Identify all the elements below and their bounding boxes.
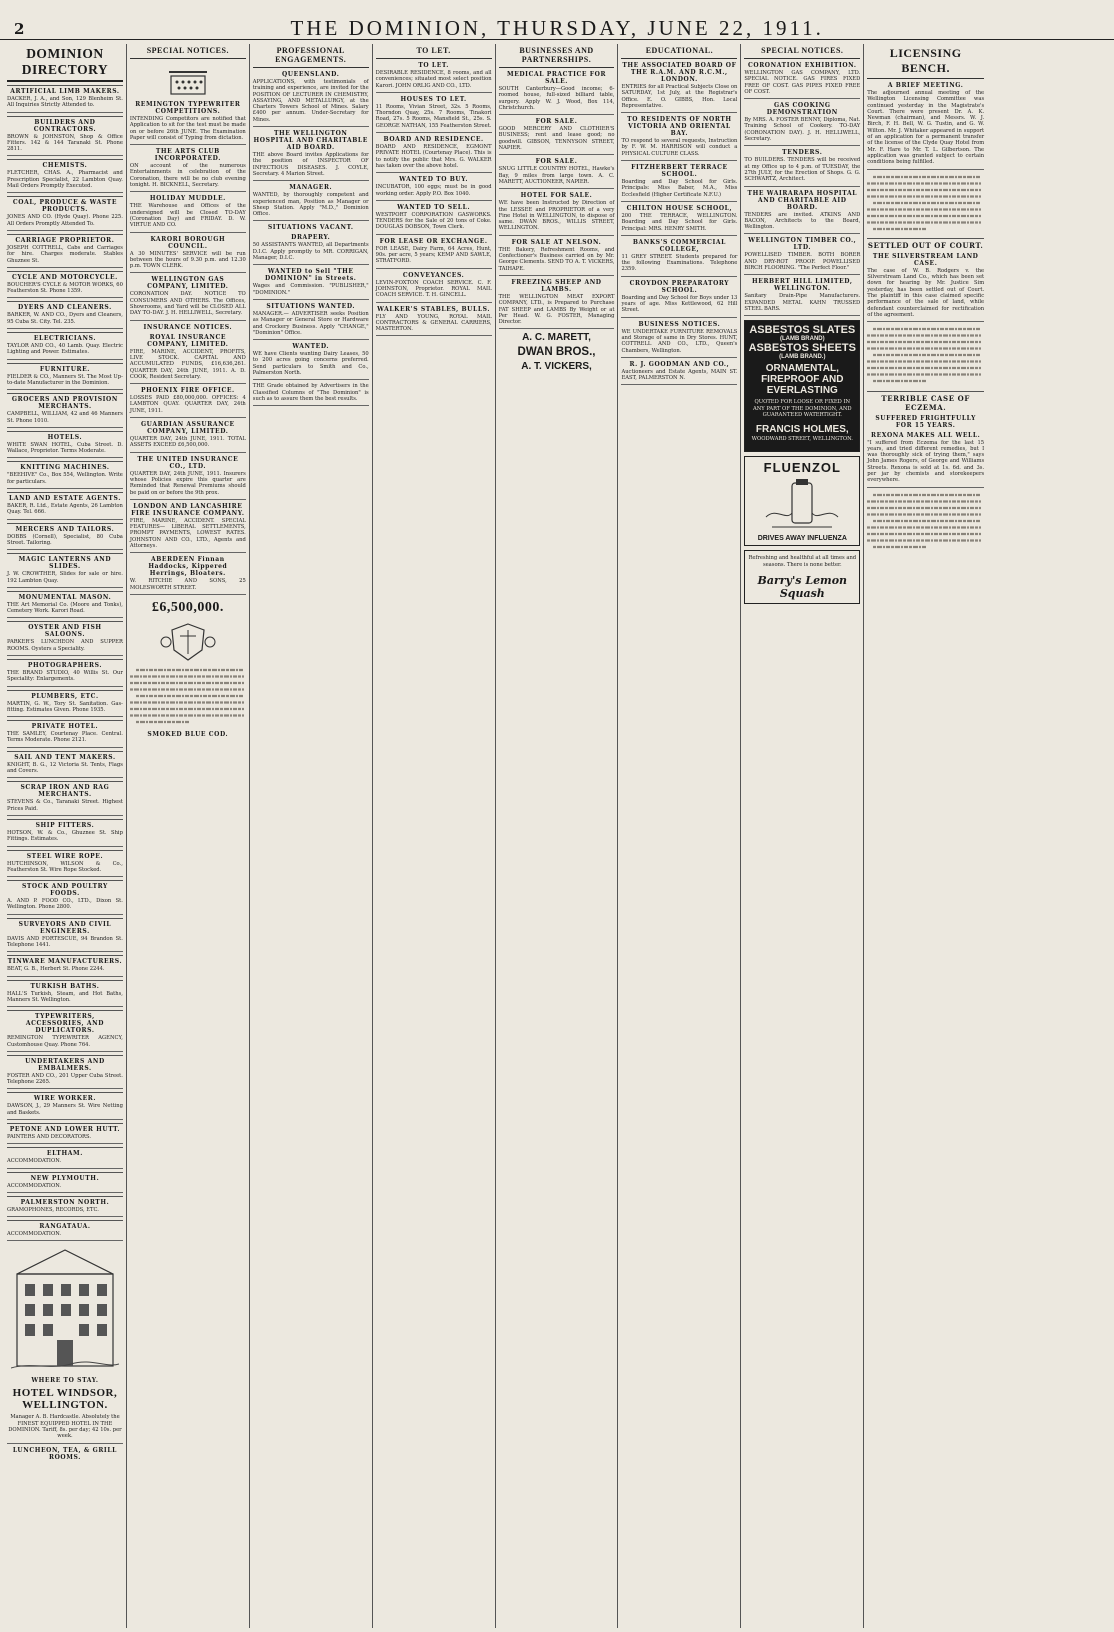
- smoked-footer: SMOKED BLUE COD.: [147, 731, 229, 739]
- item-text: DOBBS (Cornell), Specialist, 80 Cuba Street. Tailoring.: [7, 534, 123, 551]
- item-heading: SITUATIONS WANTED.: [266, 302, 356, 310]
- marett-name: A. C. MARETT,: [522, 332, 591, 344]
- item-heading: CHEMISTS.: [7, 159, 123, 169]
- asbestos-slates-title: ASBESTOS SLATES: [749, 324, 856, 337]
- typewriter-icon: [165, 62, 211, 98]
- column-special-notices-2: [741, 44, 864, 1628]
- item-heading: KNITTING MACHINES.: [7, 461, 123, 471]
- item-heading: ELECTRICIANS.: [7, 332, 123, 342]
- item-text: ENTRIES for all Practical Subjects Close on SATURDAY, 1st July, at the Registrar's Office. E. O. GIBBS, Hon. Local Representative.: [621, 84, 737, 113]
- item-text: Wages and Commission. "PUBLISHER," "DOMINION.": [253, 283, 369, 300]
- item-text: FIRE, MARINE, ACCIDENT, PROFITS, LIVE STOCK. CAPITAL AND ACCUMULATED FUNDS, £16,636,261. QUARTER DAY, 24th JUNE, 1911. A. D. COOK, Resident Secretary.: [130, 349, 246, 384]
- item-heading: INSURANCE NOTICES.: [143, 323, 233, 331]
- item-text: WELLINGTON GAS COMPANY, LTD. SPECIAL NOTICE. GAS FIRES FIXED FREE OF COST. GAS PIPES FIXED FREE OF COST.: [744, 70, 860, 99]
- column-to-let: [373, 44, 496, 1628]
- item-text: ACCOMMODATION.: [7, 1231, 123, 1241]
- item-heading: TINWARE MANUFACTURERS.: [7, 955, 123, 965]
- item-heading: R. J. GOODMAN AND CO.,: [629, 360, 730, 368]
- column-head: SPECIAL NOTICES.: [744, 44, 860, 59]
- item-text: GOOD MERCERY AND CLOTHIER'S BUSINESS; rent and lease good; no goodwill. GIBSON, TENNYSON STREET, NAPIER.: [499, 126, 615, 155]
- item-text: QUARTER DAY, 24th JUNE, 1911. Insurers whose Policies expire this quarter are Reminded that Renewal Premiums should be paid on or before the 9th prox.: [130, 471, 246, 500]
- item-text: MANAGER.— ADVERTISER seeks Position as Manager or General Store or Hardware and Crockery Business. Apply "CHANGE," "Dominion" Office.: [253, 311, 369, 340]
- filler-text: [867, 325, 984, 387]
- directory-banner: DOMINION DIRECTORY: [7, 44, 123, 82]
- page-number: 2: [14, 19, 25, 38]
- item-text: POWELLISED TIMBER. BOTH BORER AND DRY-ROT PROOF. POWELLISED BIRCH FLOORING. "The Perfect Floor.": [744, 252, 860, 275]
- item-text: SOUTH Canterbury—Good income; 6-roomed house, full-sized billiard table, surgery. Apply W. J. Wood, Box 114, Christchurch.: [499, 86, 615, 115]
- item-heading: PHOTOGRAPHERS.: [7, 659, 123, 669]
- suffered-sub: SUFFERED FRIGHTFULLY FOR 15 YEARS.: [875, 414, 976, 429]
- item-heading: HERBERT HILL LIMITED, WELLINGTON.: [752, 278, 853, 293]
- asbestos-address: WOODWARD STREET, WELLINGTON.: [751, 436, 853, 443]
- vickers-name: A. T. VICKERS,: [521, 361, 592, 373]
- item-heading: MAGIC LANTERNS AND SLIDES.: [7, 553, 123, 570]
- item-heading: HOTEL FOR SALE.: [520, 192, 593, 200]
- item-text: FLETCHER, CHAS. A., Pharmacist and Prescription Specialist, 22 Lambton Quay. Mail Orders Promptly Executed.: [7, 170, 123, 193]
- item-text: BROWN & JOHNSTON, Shop & Office Fitters. 142 & 144 Taranaki St. Phone 2811.: [7, 134, 123, 157]
- item-text: Boarding and Day School for Boys under 13 years of age. Miss Kettlewood, 62 Hill Street.: [621, 295, 737, 318]
- item-text: THE Warehouse and Offices of the undersigned will be Closed TO-DAY (Coronation Day) and FRIDAY. D. W. VIRTUE AND CO.: [130, 203, 246, 232]
- item-heading: ELTHAM.: [7, 1147, 123, 1157]
- big-amount: £6,500,000.: [151, 599, 224, 615]
- lemon-squash-advert: [744, 550, 860, 604]
- item-text: JONES AND CO. (Hyde Quay). Phone 225. All Orders Promptly Attended To.: [7, 214, 123, 231]
- item-text: DAVIS AND FORTESCUE, 94 Brandon St. Telephone 1441.: [7, 936, 123, 953]
- asbestos-sheets-title: ASBESTOS SHEETS: [748, 342, 856, 355]
- item-text: ACCOMMODATION.: [7, 1158, 123, 1168]
- item-text: By MRS. A. FOSTER BENNY, Diploma, Nat. Training School of Cookery. TO-DAY (CORONATION DAY). J. H. HELLIWELL, Secretary.: [744, 117, 860, 146]
- item-heading: WANTED to Sell "THE DOMINION" in Streets.: [264, 268, 357, 283]
- filler-text: [867, 173, 984, 235]
- item-heading: DYERS AND CLEANERS.: [7, 301, 123, 311]
- item-heading: GAS COOKING DEMONSTRATION: [766, 102, 838, 117]
- item-text: FIRE, MARINE, ACCIDENT. SPECIAL FEATURES— LIBERAL SETTLEMENTS, PROMPT PAYMENTS, LOWEST RATES. JOHNSTON AND CO., LTD., Agents and Attorneys.: [130, 518, 246, 553]
- item-heading: MEDICAL PRACTICE FOR SALE.: [506, 71, 607, 85]
- item-heading: MERCERS AND TAILORS.: [7, 523, 123, 533]
- item-text: DAWSON, J., 29 Manners St. Wire Netting and Baskets.: [7, 1103, 123, 1120]
- item-heading: CROYDON PREPARATORY SCHOOL.: [629, 279, 730, 294]
- item-text: HOTSON, W. & Co., Ghuznee St. Ship Fittings. Estimates.: [7, 830, 123, 847]
- item-heading: NEW PLYMOUTH.: [7, 1172, 123, 1182]
- item-heading: TYPEWRITERS, ACCESSORIES, AND DUPLICATORS.: [7, 1010, 123, 1034]
- item-text: "BEEHIVE" Co., Box 554, Wellington. Write for particulars.: [7, 472, 123, 489]
- item-text: REMINGTON TYPEWRITER AGENCY, Customhouse Quay. Phone 764.: [7, 1035, 123, 1052]
- text-texture: [867, 173, 981, 233]
- item-text: A 30 MINUTES' SERVICE will be run between the hours of 9.30 p.m. and 12.30 p.m. TOWN CLERK.: [130, 251, 246, 274]
- item-heading: SAIL AND TENT MAKERS.: [7, 751, 123, 761]
- item-heading: PALMERSTON NORTH.: [7, 1196, 123, 1206]
- column-head: PROFESSIONAL ENGAGEMENTS.: [253, 44, 369, 68]
- item-heading: MANAGER.: [289, 184, 333, 192]
- item-text: FIELDER & CO., Manners St. The Most Up-to-date Manufacturer in the Dominion.: [7, 374, 123, 391]
- dwan-bros-name: DWAN BROS.,: [517, 346, 596, 359]
- item-text: TENDERS are invited. ATKINS AND BACON, Architects to the Board, Wellington.: [744, 212, 860, 235]
- item-text: W. RITCHIE AND SONS, 25 MOLESWORTH STREET.: [130, 578, 246, 595]
- item-text: WHITE SWAN HOTEL, Cuba Street. D. Wallace, Proprietor. Terms Moderate.: [7, 442, 123, 459]
- filler-text: [867, 491, 984, 553]
- item-text: J. W. CROWTHER, Slides for sale or hire. 192 Lambton Quay.: [7, 571, 123, 588]
- item-heading: CHILTON HOUSE SCHOOL,: [626, 204, 733, 212]
- columns: [4, 44, 1110, 1628]
- item-text: WANTED, by thoroughly competent and experienced man, Position as Manager or Sheep Station. Apply "M.D.," Dominion Office.: [253, 192, 369, 221]
- hotel-building-illustration: [11, 1244, 119, 1374]
- fluenzol-tagline: DRIVES AWAY INFLUENZA: [757, 535, 847, 543]
- item-text: 11 GREY STREET. Students prepared for the following Examinations. Telephone 2359.: [621, 254, 737, 277]
- item-text: BOUCHER'S CYCLE & MOTOR WORKS, 60 Featherston St. Phone 1359.: [7, 282, 123, 299]
- asbestos-holmes: FRANCIS HOLMES,: [755, 424, 849, 436]
- item-heading: CONVEYANCES.: [402, 271, 465, 279]
- item-heading: ABERDEEN Finnan Haddocks, Kippered Herrings, Bloaters.: [148, 556, 228, 578]
- column-professional: [250, 44, 373, 1628]
- filler-text: [130, 666, 246, 728]
- item-text: WE have Clients wanting Dairy Leases, 50 to 200 acres going concerns preferred. Send particulars to Smith and Co., Palmerston North.: [253, 351, 369, 380]
- settled-story: The case of W. B. Rodgers v. the Silverstream Land Co., which has been set down for hearing by Mr. Justice Sim yesterday, has been settled out of Court. The plaintiff in this case claimed specific performance of the sale of land, while defendant counterclaimed for rectification of the agreement.: [867, 268, 984, 322]
- lemon-squash-title: Barry's Lemon Squash: [757, 574, 848, 601]
- item-text: HALL'S Turkish, Steam, and Hot Baths, Manners St. Wellington.: [7, 991, 123, 1008]
- item-heading: THE WAIRARAPA HOSPITAL AND CHARITABLE AID BOARD.: [747, 189, 858, 211]
- item-text: THE WELLINGTON MEAT EXPORT COMPANY, LTD., is Prepared to Purchase FAT SHEEP and LAMBS By Weight or at Per Head. W. G. FOSTER, Managing Director.: [499, 294, 615, 329]
- item-heading: TURKISH BATHS.: [7, 980, 123, 990]
- item-text: CORONATION DAY. NOTICE TO CONSUMERS AND OTHERS. The Offices, Showrooms, and Yard will be CLOSED ALL DAY TO-DAY. J. H. HELLIWELL, Secretary.: [130, 291, 246, 320]
- column-head: EDUCATIONAL.: [621, 44, 737, 59]
- fluenzol-title: FLUENZOL: [763, 460, 841, 476]
- notices-list: [130, 101, 246, 595]
- text-texture: [867, 491, 981, 551]
- item-text: HUTCHINSON, WILSON & Co., Featherston St. Wire Rope Stocked.: [7, 861, 123, 878]
- item-heading: WANTED TO BUY.: [399, 176, 469, 184]
- hotel-name: HOTEL WINDSOR, WELLINGTON.: [12, 1387, 118, 1412]
- newspaper-title: THE DOMINION, THURSDAY, JUNE 22, 1911.: [290, 16, 824, 40]
- item-text: A. AND P. FOOD CO., LTD., Dixon St. Wellington. Phone 2800.: [7, 898, 123, 915]
- item-heading: THE UNITED INSURANCE CO., LTD.: [137, 455, 239, 470]
- item-text: APPLICATIONS, with testimonials of training and experience, are invited for the POSITION OF LECTURER IN CHEMISTRY, ASSAYING, AND METALLURGY, at the Charters Towers School of Mines. Salary £400 per annum. Under-Secretary for Mines.: [253, 79, 369, 127]
- column-head: BUSINESSES AND PARTNERSHIPS.: [499, 44, 615, 68]
- item-heading: ARTIFICIAL LIMB MAKERS.: [7, 85, 123, 95]
- item-text: INCUBATOR, 100 eggs; must be in good working order. Apply P.O. Box 1040.: [376, 184, 492, 201]
- item-text: LEVIN-FOXTON COACH SERVICE. C. F. JOHNSTON, Proprietor. ROYAL MAIL COACH SERVICE. T. H. GINCELL.: [376, 280, 492, 303]
- item-text: QUARTER DAY, 24th JUNE, 1911. TOTAL ASSETS EXCEED £6,500,000.: [130, 436, 246, 453]
- brief-meeting-sub: A BRIEF MEETING.: [887, 82, 964, 89]
- asbestos-quoted: QUOTED FOR LOOSE OR FIXED IN ANY PART OF THE DOMINION, AND GUARANTEED WATERTIGHT.: [753, 399, 852, 418]
- item-heading: HOUSES TO LET.: [400, 95, 467, 103]
- item-heading: WELLINGTON GAS COMPANY, LIMITED.: [147, 276, 229, 291]
- column-head: SPECIAL NOTICES.: [130, 44, 246, 59]
- item-text: ON account of the numerous Entertainments in celebration of the Coronation, there will be no club evening tonight. H. BICKNELL, Secretary.: [130, 163, 246, 192]
- hotel-text: Manager A. B. Hardcastle. Absolutely the FINEST EQUIPPED HOTEL IN THE DOMINION. Tariff, 8s. per day; 42 10s. per week.: [7, 1414, 123, 1443]
- item-text: PAINTERS AND DECORATORS.: [7, 1134, 123, 1144]
- column-head: TO LET.: [376, 44, 492, 59]
- item-heading: STEEL WIRE ROPE.: [7, 850, 123, 860]
- business-list: [499, 71, 615, 329]
- fluenzol-advert: [744, 456, 860, 546]
- item-heading: WELLINGTON TIMBER CO., LTD.: [748, 237, 857, 252]
- item-text: BEAT, G. B., Herbert St. Phone 2244.: [7, 966, 123, 976]
- item-text: SNUG LITTLE COUNTRY HOTEL, Hawke's Bay, 9 miles from large town. A. C. MARETT, AUCTIONEER, NAPIER.: [499, 166, 615, 189]
- column-licensing-bench: [864, 44, 987, 1628]
- engagements-list: [253, 71, 369, 380]
- item-text: LOSSES PAID £80,000,000. OFFICES: 4 LAMBTON QUAY. QUARTER DAY, 24th JUNE, 1911.: [130, 395, 246, 418]
- item-text: FLY AND YOUNG, ROYAL MAIL CONTRACTORS & GENERAL CARRIERS, MASTERTON.: [376, 314, 492, 337]
- item-heading: CARRIAGE PROPRIETOR.: [7, 234, 123, 244]
- silverstream-sub: THE SILVERSTREAM LAND CASE.: [872, 252, 979, 267]
- item-heading: FOR SALE.: [535, 118, 578, 126]
- item-text: WE have been Instructed by Direction of the LESSEE and PROPRIETOR of a very Fine Hotel in WELLINGTON, to dispose of same. DWAN BROS., WILLIS STREET, WELLINGTON.: [499, 200, 615, 235]
- fluenzol-illustration: [762, 477, 842, 533]
- item-text: 50 ASSISTANTS WANTED, all Departments D.I.C. Apply promptly to MR. CORRIGAN, Manager, D.I.C.: [253, 242, 369, 265]
- item-text: Boarding and Day School for Girls. Principals: Miss Baber, M.A., Miss Ecclesfield (Higher Certificate N.F.U.): [621, 179, 737, 202]
- item-heading: THE ASSOCIATED BOARD OF THE R.A.M. AND R.C.M., LONDON.: [622, 62, 737, 83]
- item-heading: LAND AND ESTATE AGENTS.: [7, 492, 123, 502]
- lemon-squash-sub: Refreshing and healthful at all times and seasons. There is none better.: [748, 555, 857, 568]
- item-heading: GUARDIAN ASSURANCE COMPANY, LIMITED.: [140, 421, 235, 436]
- asbestos-brand-1: (LAMB BRAND): [779, 336, 825, 343]
- item-heading: THE ARTS CLUB INCORPORATED.: [154, 148, 221, 163]
- item-text: 11 Rooms, Vivian Street, 32s. 5 Rooms, Thorndon Quay, 25s. 7 Rooms, Tinakori Road, 27s. 5 Rooms, Mansfield St., 25s. S. GEORGE NATHAN, 155 Featherston Street.: [376, 104, 492, 133]
- column-educational: [618, 44, 741, 1628]
- item-heading: KARORI BOROUGH COUNCIL.: [150, 235, 226, 250]
- item-text: PARKER'S LUNCHEON AND SUPPER ROOMS. Oysters a Speciality.: [7, 639, 123, 656]
- hotel-footer: LUNCHEON, TEA, & GRILL ROOMS.: [12, 1446, 117, 1461]
- item-heading: BUILDERS AND CONTRACTORS.: [7, 116, 123, 133]
- item-heading: PETONE AND LOWER HUTT.: [7, 1123, 123, 1133]
- item-text: THE above Board invites Applications for the position of INSPECTOR OF INFECTIOUS DISEASES. J. COYLE, Secretary. 4 Marion Street.: [253, 152, 369, 181]
- item-heading: ROYAL INSURANCE COMPANY, LIMITED.: [147, 333, 229, 348]
- item-heading: UNDERTAKERS AND EMBALMERS.: [7, 1055, 123, 1072]
- where-to-stay-label: WHERE TO STAY.: [31, 1377, 99, 1385]
- item-text: 200 THE TERRACE, WELLINGTON. Boarding and Day School for Girls. Principal: MRS. HENRY SMITH.: [621, 213, 737, 236]
- item-text: KNIGHT, B. G., 12 Victoria St. Tents, Flags and Covers.: [7, 762, 123, 779]
- to-let-list: [376, 62, 492, 336]
- item-heading: RANGATAUA.: [7, 1220, 123, 1230]
- item-text: Sanitary Drain-Pipe Manufacturers. EXPANDED METAL KAHN TRUSSED STEEL BARS.: [744, 293, 860, 316]
- rexona-sub: REXONA MAKES ALL WELL.: [871, 431, 981, 439]
- item-text: TO respond to several requests, Instruction by F. W. M. HARRISON will conduct a PHYSICAL CULTURE CLASS.: [621, 138, 737, 161]
- item-heading: FOR LEASE OR EXCHANGE.: [379, 237, 488, 245]
- item-text: DESIRABLE RESIDENCE, 8 rooms, and all conveniences; situated most select position Karori. JOHN ORLIG AND CO., LTD.: [376, 70, 492, 93]
- column-businesses: [496, 44, 619, 1628]
- licensing-story: The adjourned annual meeting of the Wellington Licensing Committee was continued yesterday in the Magistrate's Court. There were present Dr. A. K. Newman (chairman), and Messrs. W. J. Birch, F. H. Bell, W. G. Tustin, and G. W. Wilton. Mr. J. Whitaker appeared in support of an application for a permanent transfer of the license of the Clyde Quay Hotel from Mr. F. Hare to Mr. T. L. Gilbertson. The application was granted subject to certain conditions being fulfilled.: [867, 90, 984, 170]
- column-special-notices: [127, 44, 250, 1628]
- item-text: FOR LEASE, Dairy Farm, 64 Acres, Hunt, 90s. per acre, 5 years; KEMP AND SAWLE, STRATFORD.: [376, 246, 492, 269]
- item-text: INTENDING Competitors are notified that Application to sit for the test must be made on or before 26th JUNE. The Examination Paper will consist of Typing from dictation.: [130, 116, 246, 145]
- item-text: ACCOMMODATION.: [7, 1183, 123, 1193]
- item-heading: CORONATION EXHIBITION.: [748, 62, 857, 69]
- item-heading: HOLIDAY MUDDLE.: [149, 195, 226, 203]
- masthead: [0, 18, 1114, 40]
- item-text: WE UNDERTAKE FURNITURE REMOVALS and Storage of same in Dry Stores. HUNT, COTTRELL AND CO., LTD., Queen's Chambers, Wellington.: [621, 329, 737, 358]
- item-text: GRAMOPHONES, RECORDS, ETC.: [7, 1207, 123, 1217]
- item-text: CAMPBELL, WILLIAM, 42 and 46 Manners St. Phone 1010.: [7, 411, 123, 428]
- item-heading: SCRAP IRON AND RAG MERCHANTS.: [7, 781, 123, 798]
- educational-list: [621, 62, 737, 385]
- item-text: TAYLOR AND CO., 40 Lamb. Quay. Electric Lighting and Power. Estimates.: [7, 343, 123, 360]
- item-heading: CYCLE AND MOTORCYCLE.: [7, 271, 123, 281]
- item-heading: PLUMBERS, ETC.: [7, 690, 123, 700]
- item-text: THE SAMLEY, Courtenay Place. Central. Terms Moderate. Phone 2121.: [7, 731, 123, 748]
- item-heading: HOTELS.: [7, 431, 123, 441]
- licensing-bench-banner: LICENSING BENCH.: [867, 44, 984, 79]
- item-heading: SHIP FITTERS.: [7, 819, 123, 829]
- item-heading: STOCK AND POULTRY FOODS.: [7, 880, 123, 897]
- item-heading: SURVEYORS AND CIVIL ENGINEERS.: [7, 918, 123, 935]
- item-heading: FITZHERBERT TERRACE SCHOOL.: [631, 164, 728, 179]
- eczema-story: "I suffered from Eczema for the last 15 years, and tried different remedies, but I was thoroughly sick of trying them," says John James Rogers, of George and Williams Streets. Rexona is sold at 1s. 6d. and 3s. per jar by chemists and storekeepers everywhere.: [867, 440, 984, 488]
- item-heading: FOR SALE AT NELSON.: [511, 238, 602, 246]
- item-heading: BOARD AND RESIDENCE.: [383, 136, 484, 144]
- asbestos-ornamental: ORNAMENTAL, FIREPROOF AND EVERLASTING: [761, 363, 844, 397]
- item-heading: BUSINESS NOTICES.: [638, 320, 721, 328]
- item-text: THE Bakery, Refreshment Rooms, and Confectioner's Business carried on by Mr. George Clements. SEND TO A. T. VICKERS, TAIHAPE.: [499, 247, 615, 276]
- wanted-footer: THE Grade obtained by Advertisers in the Classified Columns of "The Dominion" is such as to assure them the best results.: [253, 383, 369, 406]
- item-text: MARTIN, G. W., Tory St. Sanitation. Gas-fitting. Estimates Given. Phone 1935.: [7, 701, 123, 718]
- item-heading: MONUMENTAL MASON.: [7, 591, 123, 601]
- item-heading: QUEENSLAND.: [281, 71, 340, 78]
- item-heading: THE WELLINGTON HOSPITAL AND CHARITABLE AID BOARD.: [253, 130, 368, 152]
- item-heading: FREEZING SHEEP AND LAMBS.: [511, 278, 602, 293]
- item-heading: SITUATIONS VACANT.: [267, 224, 354, 232]
- item-heading: FURNITURE.: [7, 363, 123, 373]
- text-texture: [867, 325, 981, 385]
- item-heading: GROCERS AND PROVISION MERCHANTS.: [7, 393, 123, 410]
- item-text: DACKER, J. A., and Son, 129 Blenheim St. All Inquiries Strictly Attended to.: [7, 96, 123, 113]
- eczema-sub: TERRIBLE CASE OF ECZEMA.: [867, 391, 984, 412]
- item-heading: WANTED.: [292, 343, 330, 351]
- item-text: WESTPORT CORPORATION GASWORKS. TENDERS for the Sale of 20 tons of Coke. DOUGLAS DOBSON, Town Clerk.: [376, 212, 492, 235]
- item-text: Auctioneers and Estate Agents, MAIN ST. EAST, PALMERSTON N.: [621, 369, 737, 386]
- settled-sub: SETTLED OUT OF COURT.: [867, 238, 984, 250]
- item-text: BOARD AND RESIDENCE, EGMONT PRIVATE HOTEL (Courtenay Place). This is to notify the public that Mrs. G. WALKER has taken over the above hotel.: [376, 144, 492, 173]
- item-heading: OYSTER AND FISH SALOONS.: [7, 621, 123, 638]
- item-heading: REMINGTON TYPEWRITER COMPETITIONS.: [135, 101, 241, 115]
- item-text: BARKER, W. AND CO., Dyers and Cleaners, 95 Cuba St. City. Tel. 235.: [7, 312, 123, 329]
- text-texture: [130, 666, 244, 726]
- item-heading: TO RESIDENTS OF NORTH VICTORIA AND ORIENTAL BAY.: [627, 116, 732, 138]
- item-text: STEVENS & Co., Taranaki Street. Highest Prices Paid.: [7, 799, 123, 816]
- item-text: BAKER, R. Ltd., Estate Agents, 26 Lambton Quay. Tel. 666.: [7, 503, 123, 520]
- asbestos-brand-2: (LAMB BRAND.): [779, 354, 826, 361]
- item-heading: TENDERS.: [782, 149, 823, 157]
- item-text: TO BUILDERS. TENDERS will be received at my Office up to 4 p.m. of TUESDAY, the 27th JULY, for the Erection of Shops. G. G. SCHWARTZ, Architect.: [744, 157, 860, 186]
- item-text: FOSTER AND CO., 201 Upper Cuba Street. Telephone 2265.: [7, 1073, 123, 1090]
- item-heading: DRAPERY.: [291, 234, 331, 242]
- item-heading: TO LET.: [418, 62, 449, 69]
- item-heading: BANKS'S COMMERCIAL COLLEGE,: [632, 238, 726, 253]
- item-heading: WANTED TO SELL.: [397, 203, 471, 211]
- column-directory: [4, 44, 127, 1628]
- item-heading: COAL, PRODUCE & WASTE PRODUCTS.: [7, 196, 123, 213]
- item-heading: PRIVATE HOTEL.: [7, 720, 123, 730]
- directory-list: [7, 85, 123, 1241]
- item-text: JOSEPH COTTRELL, Cabs and Carriages for hire. Charges moderate. Stables Ghuznee St.: [7, 245, 123, 268]
- item-text: THE Art Memorial Co. (Moore and Tonks), Cemetery Work. Karori Road.: [7, 602, 123, 619]
- tenders-list: [744, 62, 860, 316]
- item-heading: LONDON AND LANCASHIRE FIRE INSURANCE COMPANY.: [131, 502, 245, 517]
- coat-of-arms-icon: [158, 620, 218, 664]
- item-heading: FOR SALE.: [535, 158, 578, 166]
- item-heading: WALKER'S STABLES, BULLS.: [377, 305, 491, 313]
- item-heading: WIRE WORKER.: [7, 1092, 123, 1102]
- item-heading: PHOENIX FIRE OFFICE.: [140, 387, 235, 395]
- item-text: THE BRAND STUDIO, 40 Willis St. Our Speciality: Enlargements.: [7, 670, 123, 687]
- asbestos-advert: [744, 320, 860, 452]
